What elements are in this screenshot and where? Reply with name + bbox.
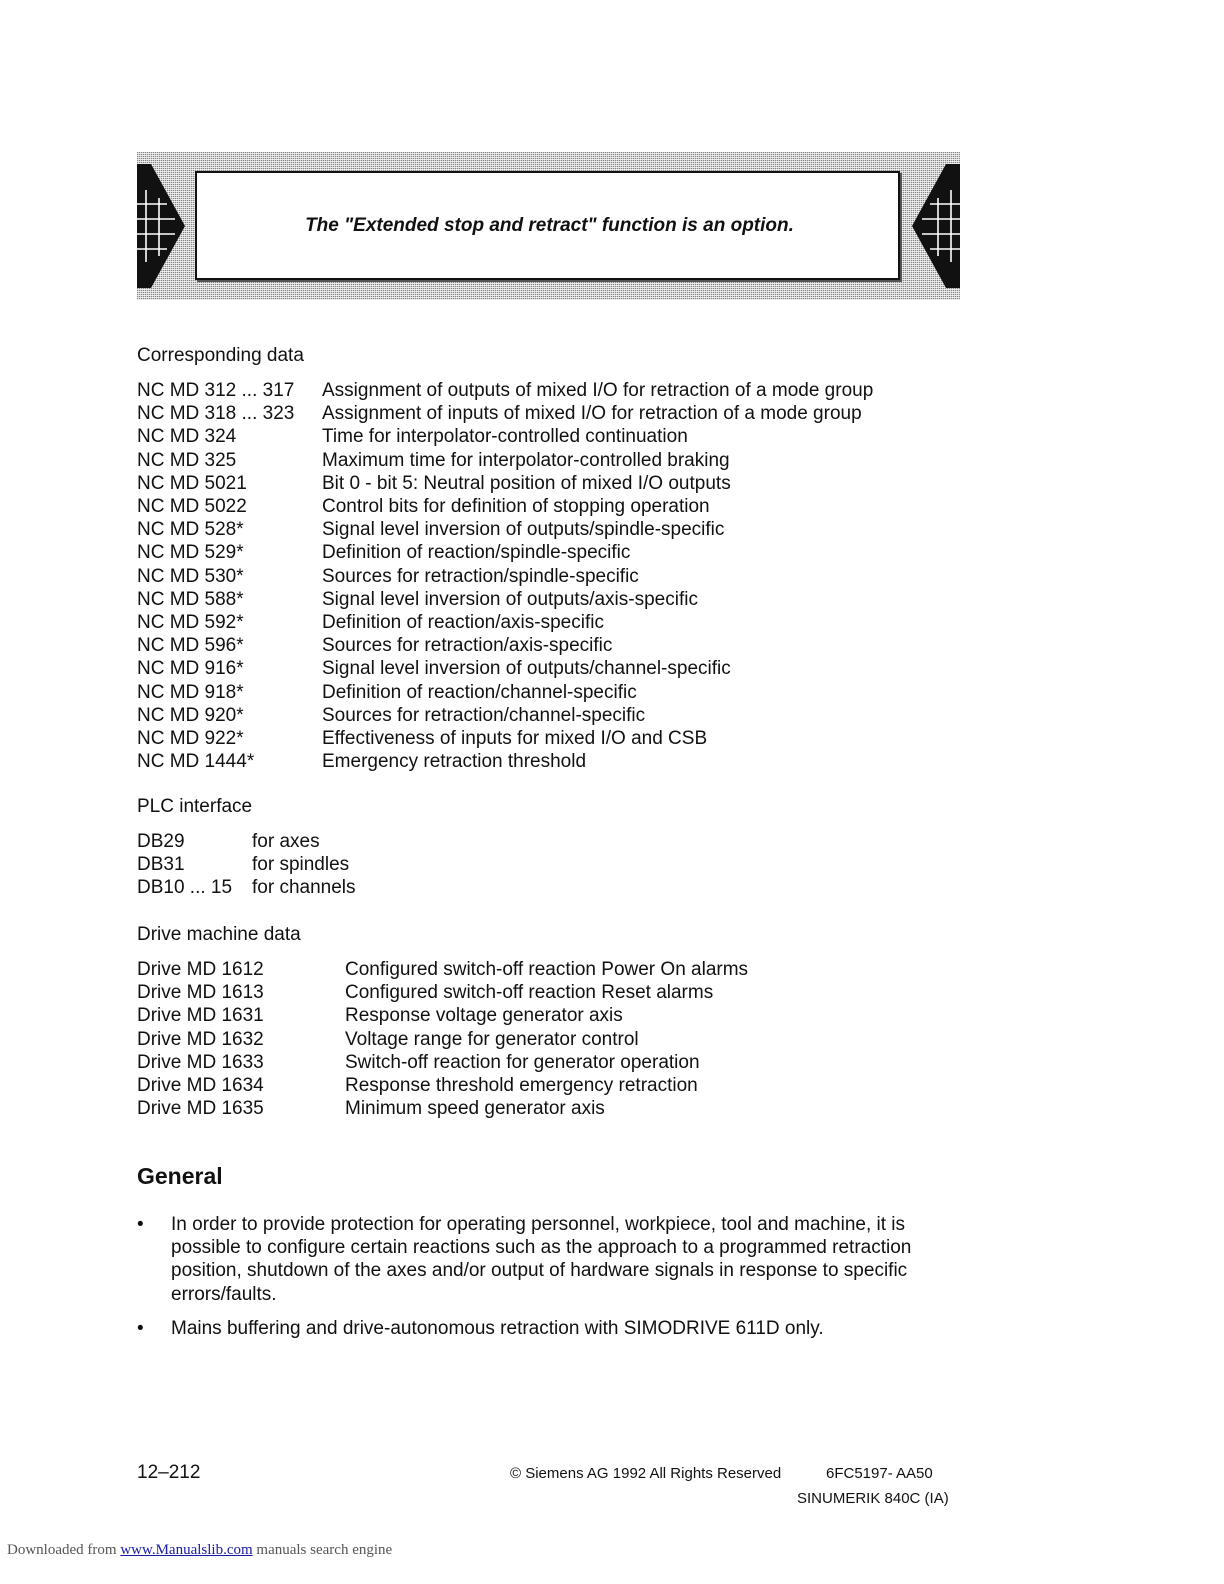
md-code: NC MD 596* [137,635,244,657]
md-description: Definition of reaction/axis-specific [322,612,604,634]
md-code: NC MD 1444* [137,751,255,773]
list-item [137,1213,937,1306]
table-row [137,958,748,981]
table-row [137,611,873,634]
drive-md-description: Response voltage generator axis [345,1005,623,1027]
table-row [137,1074,748,1097]
table-row [137,402,873,425]
db-description: for axes [252,831,320,852]
drive-md-description: Voltage range for generator control [345,1028,639,1050]
md-description: Sources for retraction/spindle-specific [322,565,639,587]
db-description: for channels [252,877,356,899]
document-number: 6FC5197- AA50 [826,1465,933,1482]
arrow-right-icon [137,164,187,288]
drive-machine-data-table [137,958,748,1120]
db-description: for spindles [252,854,350,876]
drive-md-code: Drive MD 1633 [137,1051,264,1073]
corresponding-data-label: Corresponding data [137,345,304,366]
corresponding-data-table [137,379,873,773]
general-heading: General [137,1163,223,1189]
copyright-notice: © Siemens AG 1992 All Rights Reserved [510,1465,782,1482]
db-code: DB31 [137,854,185,876]
table-row [137,1051,748,1074]
plc-interface-label: PLC interface [137,796,253,817]
md-description: Assignment of outputs of mixed I/O for retraction of a mode group [322,380,874,401]
drive-md-code: Drive MD 1634 [137,1075,264,1097]
md-code: NC MD 529* [137,542,244,564]
table-row [137,449,873,472]
page-number: 12–212 [137,1462,201,1483]
db-code: DB10 ... 15 [137,877,233,899]
table-row [137,727,873,750]
md-description: Effectiveness of inputs for mixed I/O and CSB [322,728,708,750]
table-row [137,876,356,899]
md-code: NC MD 5021 [137,472,247,494]
md-code: NC MD 312 ... 317 [137,380,295,401]
table-row [137,1028,748,1051]
manualslib-link[interactable]: www.Manualslib.com [120,1542,253,1558]
md-code: NC MD 530* [137,565,244,587]
md-code: NC MD 920* [137,704,244,726]
drive-md-code: Drive MD 1612 [137,959,264,980]
md-code: NC MD 5022 [137,496,247,518]
md-code: NC MD 918* [137,681,244,703]
table-row [137,634,873,657]
drive-md-code: Drive MD 1635 [137,1098,264,1120]
drive-md-code: Drive MD 1632 [137,1028,264,1050]
md-description: Signal level inversion of outputs/channel-specific [322,658,731,680]
bullet-icon: • [137,1214,144,1235]
table-row [137,565,873,588]
bullet-text: Mains buffering and drive-autonomous retraction with SIMODRIVE 611D only. [171,1317,824,1339]
drive-md-description: Configured switch-off reaction Reset alarms [345,982,714,1004]
table-row [137,830,356,853]
table-row [137,704,873,727]
table-row [137,1004,748,1027]
md-description: Sources for retraction/channel-specific [322,704,646,726]
download-banner [7,1542,392,1559]
md-code: NC MD 324 [137,426,237,448]
drive-md-description: Minimum speed generator axis [345,1098,605,1120]
table-row [137,495,873,518]
md-description: Sources for retraction/axis-specific [322,635,613,657]
md-code: NC MD 916* [137,658,244,680]
md-description: Maximum time for interpolator-controlled braking [322,449,730,471]
table-row [137,681,873,704]
md-code: NC MD 592* [137,612,244,634]
bullet-text: In order to provide protection for operating personnel, workpiece, tool and machine, it is possible to configure certain reactions such as the approach to a programmed retraction position, shutdown of the axes and/or output of hardware signals in response to specific errors/faults. [171,1214,912,1305]
table-row [137,657,873,680]
md-code: NC MD 922* [137,728,244,750]
list-item [137,1317,937,1340]
drive-machine-data-label: Drive machine data [137,924,301,945]
md-description: Emergency retraction threshold [322,751,587,773]
general-bullet-list [137,1213,937,1351]
table-row [137,981,748,1004]
table-row [137,750,873,773]
bullet-icon: • [137,1317,144,1339]
table-row [137,1097,748,1120]
download-prefix: Downloaded from [7,1542,121,1558]
md-description: Control bits for definition of stopping operation [322,496,710,518]
md-description: Signal level inversion of outputs/spindle-specific [322,519,725,541]
arrow-left-icon [910,164,960,288]
table-row [137,425,873,448]
md-description: Definition of reaction/channel-specific [322,681,637,703]
table-row [137,588,873,611]
db-code: DB29 [137,831,185,852]
md-code: NC MD 588* [137,588,244,610]
product-name: SINUMERIK 840C (IA) [797,1490,949,1507]
table-row [137,379,873,402]
md-code: NC MD 325 [137,449,237,471]
md-code: NC MD 318 ... 323 [137,403,295,425]
md-description: Bit 0 - bit 5: Neutral position of mixed I/O outputs [322,472,731,494]
drive-md-description: Switch-off reaction for generator operation [345,1051,700,1073]
drive-md-description: Configured switch-off reaction Power On alarms [345,959,749,980]
option-notice-panel [195,171,900,280]
md-description: Signal level inversion of outputs/axis-specific [322,588,698,610]
md-code: NC MD 528* [137,519,244,541]
option-notice-box [137,152,960,300]
table-row [137,518,873,541]
drive-md-description: Response threshold emergency retraction [345,1075,698,1097]
drive-md-code: Drive MD 1613 [137,982,264,1004]
option-notice-text: The "Extended stop and retract" function is an option. [305,214,794,236]
table-row [137,541,873,564]
md-description: Definition of reaction/spindle-specific [322,542,631,564]
table-row [137,472,873,495]
download-suffix: manuals search engine [252,1542,393,1558]
plc-interface-table [137,830,356,900]
table-row [137,853,356,876]
md-description: Assignment of inputs of mixed I/O for retraction of a mode group [322,403,862,425]
drive-md-code: Drive MD 1631 [137,1005,264,1027]
md-description: Time for interpolator-controlled continuation [322,426,688,448]
